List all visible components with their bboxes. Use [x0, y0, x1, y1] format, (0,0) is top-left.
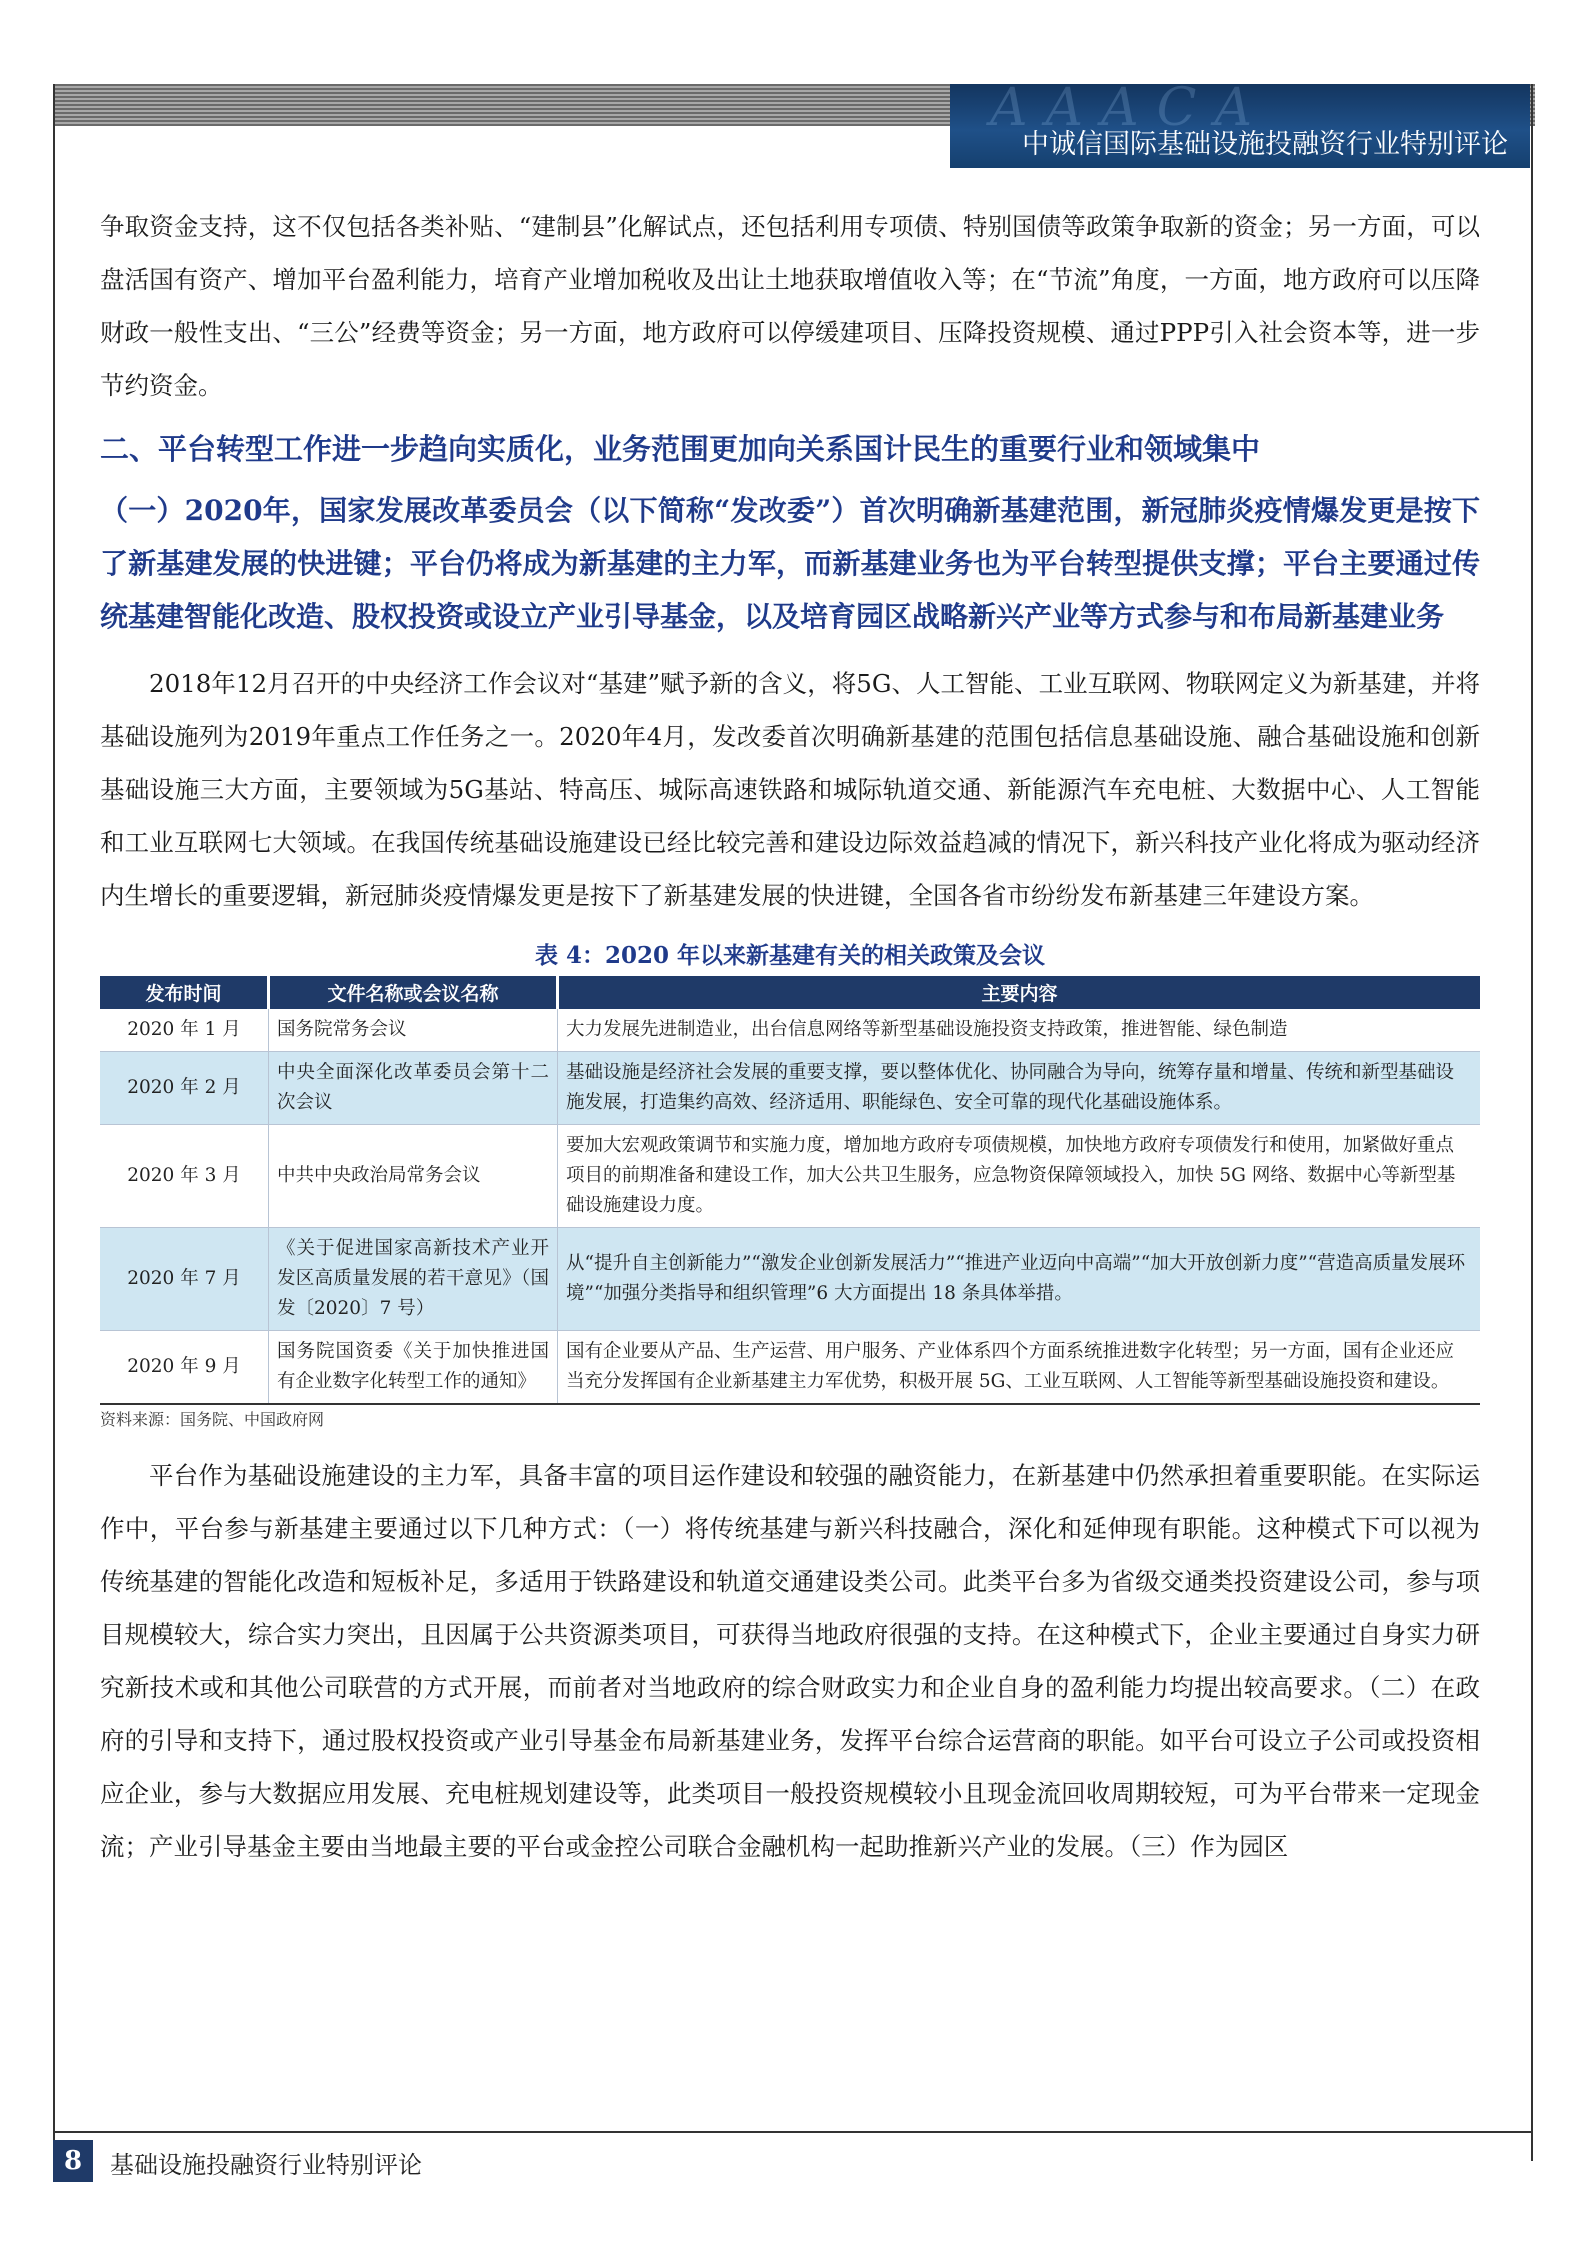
row-name: 国务院国资委《关于加快推进国有企业数字化转型工作的通知》 — [269, 1331, 558, 1405]
table-row — [100, 1228, 1480, 1331]
row-time: 2020 年 1 月 — [100, 1009, 269, 1052]
row-time: 2020 年 9 月 — [100, 1331, 269, 1405]
header-name: 文件名称或会议名称 — [269, 976, 558, 1009]
header-time: 发布时间 — [100, 976, 269, 1009]
row-content: 从“提升自主创新能力”“激发企业创新发展活力”“推进产业迈向中高端”“加大开放创新力度”“营造高质量发展环境”“加强分类指导和组织管理”6 大方面提出 18 条具体举措。 — [558, 1228, 1481, 1331]
table-row — [100, 1331, 1480, 1405]
footer-rule — [53, 2131, 1533, 2133]
row-time: 2020 年 3 月 — [100, 1125, 269, 1228]
body-paragraph-2: 平台作为基础设施建设的主力军，具备丰富的项目运作建设和较强的融资能力，在新基建中仍然承担着重要职能。在实际运作中，平台参与新基建主要通过以下几种方式：（一）将传统基建与新兴科技融合，深化和延伸现有职能。这种模式下可以视为传统基建的智能化改造和短板补足，多适用于铁路建设和轨道交通建设类公司。此类平台多为省级交通类投资建设公司，参与项目规模较大，综合实力突出，且因属于公共资源类项目，可获得当地政府很强的支持。在这种模式下，企业主要通过自身实力研究新技术或和其他公司联营的方式开展，而前者对当地政府的综合财政实力和企业自身的盈利能力均提出较高要求。（二）在政府的引导和支持下，通过股权投资或产业引导基金布局新基建业务，发挥平台综合运营商的职能。如平台可设立子公司或投资相应企业，参与大数据应用发展、充电桩规划建设等，此类项目一般投资规模较小且现金流回收周期较短，可为平台带来一定现金流；产业引导基金主要由当地最主要的平台或金控公司联合金融机构一起助推新兴产业的发展。（三）作为园区 — [100, 1461, 1480, 1861]
row-content: 国有企业要从产品、生产运营、用户服务、产业体系四个方面系统推进数字化转型；另一方面，国有企业还应当充分发挥国有企业新基建主力军优势，积极开展 5G、工业互联网、人工智能等新型基础设施投资和建设。 — [558, 1331, 1481, 1405]
row-time: 2020 年 7 月 — [100, 1228, 269, 1331]
footer-title: 基础设施投融资行业特别评论 — [110, 2151, 422, 2179]
page-content — [100, 200, 1480, 1873]
frame-left-rule — [53, 84, 55, 2161]
page-number: 8 — [53, 2140, 93, 2182]
policy-table — [100, 976, 1480, 1405]
subsection-heading: （一）2020年，国家发展改革委员会（以下简称“发改委”）首次明确新基建范围，新冠肺炎疫情爆发更是按下了新基建发展的快进键；平台仍将成为新基建的主力军，而新基建业务也为平台转型提供支撑；平台主要通过传统基建智能化改造、股权投资或设立产业引导基金，以及培育园区战略新兴产业等方式参与和布局新基建业务 — [100, 494, 1480, 633]
row-name: 《关于促进国家高新技术产业开发区高质量发展的若干意见》（国发〔2020〕7 号） — [269, 1228, 558, 1331]
frame-right-rule — [1531, 84, 1533, 2161]
section-heading: 二、平台转型工作进一步趋向实质化，业务范围更加向关系国计民生的重要行业和领域集中 — [100, 432, 1261, 466]
table-row — [100, 1009, 1480, 1052]
report-title: 中诚信国际基础设施投融资行业特别评论 — [1022, 129, 1508, 160]
row-content: 要加大宏观政策调节和实施力度，增加地方政府专项债规模，加快地方政府专项债发行和使用，加紧做好重点项目的前期准备和建设工作，加大公共卫生服务，应急物资保障领域投入，加快 5G 网络、数据中心等新型基础设施建设力度。 — [558, 1125, 1481, 1228]
table-title: 表 4：2020 年以来新基建有关的相关政策及会议 — [534, 942, 1046, 969]
row-content: 基础设施是经济社会发展的重要支撑，要以整体优化、协同融合为导向，统筹存量和增量、传统和新型基础设施发展，打造集约高效、经济适用、职能绿色、安全可靠的现代化基础设施体系。 — [558, 1052, 1481, 1125]
body-paragraph-1: 2018年12月召开的中央经济工作会议对“基建”赋予新的含义，将5G、人工智能、工业互联网、物联网定义为新基建，并将基础设施列为2019年重点工作任务之一。2020年4月，发改委首次明确新基建的范围包括信息基础设施、融合基础设施和创新基础设施三大方面，主要领域为5G基站、特高压、城际高速铁路和城际轨道交通、新能源汽车充电桩、大数据中心、人工智能和工业互联网七大领域。在我国传统基础设施建设已经比较完善和建设边际效益趋减的情况下，新兴科技产业化将成为驱动经济内生增长的重要逻辑，新冠肺炎疫情爆发更是按下了新基建发展的快进键，全国各省市纷纷发布新基建三年建设方案。 — [100, 669, 1480, 910]
row-name: 中央全面深化改革委员会第十二次会议 — [269, 1052, 558, 1125]
table-header-row — [100, 976, 1480, 1009]
header-content: 主要内容 — [558, 976, 1481, 1009]
row-name: 中共中央政治局常务会议 — [269, 1125, 558, 1228]
row-name: 国务院常务会议 — [269, 1009, 558, 1052]
table-row — [100, 1125, 1480, 1228]
row-content: 大力发展先进制造业，出台信息网络等新型基础设施投资支持政策，推进智能、绿色制造 — [558, 1009, 1481, 1052]
intro-paragraph: 争取资金支持，这不仅包括各类补贴、“建制县”化解试点，还包括利用专项债、特别国债等政策争取新的资金；另一方面，可以盘活国有资产、增加平台盈利能力，培育产业增加税收及出让土地获取增值收入等；在“节流”角度，一方面，地方政府可以压降财政一般性支出、“三公”经费等资金；另一方面，地方政府可以停缓建项目、压降投资规模、通过PPP引入社会资本等，进一步节约资金。 — [100, 212, 1480, 400]
table-row — [100, 1052, 1480, 1125]
header-watermark: AAACA — [990, 84, 1270, 138]
table-source: 资料来源：国务院、中国政府网 — [100, 1410, 325, 1429]
header-banner — [950, 84, 1530, 168]
row-time: 2020 年 2 月 — [100, 1052, 269, 1125]
